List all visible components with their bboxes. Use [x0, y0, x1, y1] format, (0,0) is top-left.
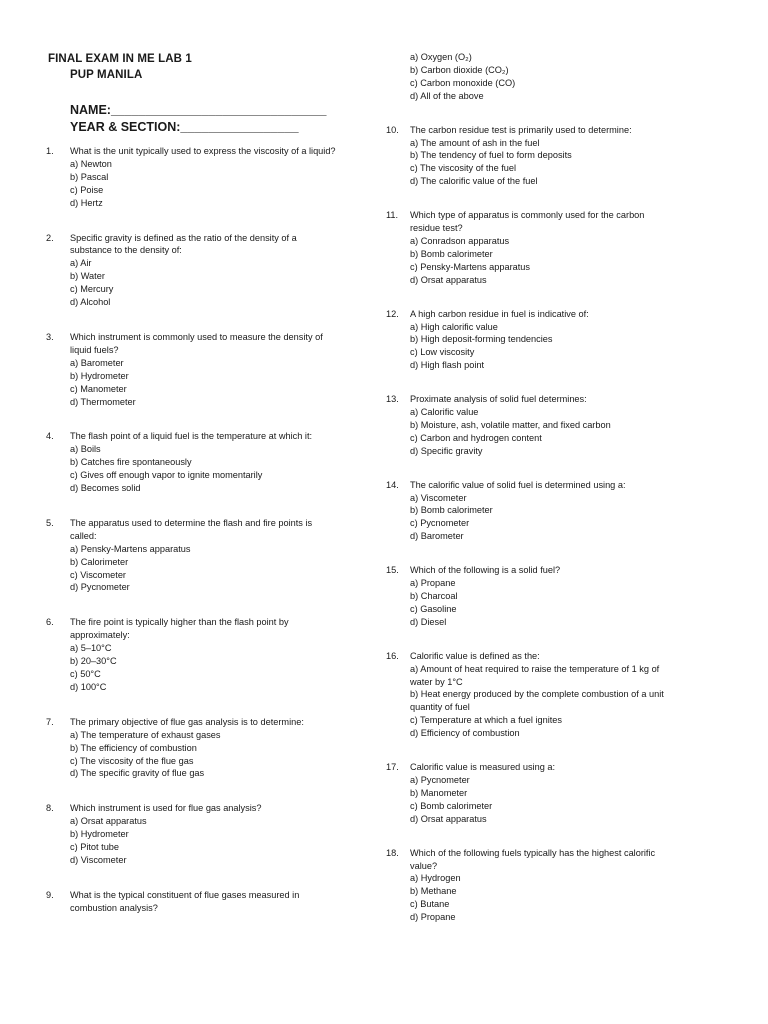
answer-option: b) Pascal — [70, 171, 109, 182]
answer-option: b) Catches fire spontaneously — [70, 457, 192, 468]
question-text: The carbon residue test is primarily used to determine: — [410, 124, 632, 135]
answer-option: c) Poise — [70, 184, 104, 195]
question-text: The flash point of a liquid fuel is the temperature at which it: — [70, 431, 313, 442]
answer-option: c) Pycnometer — [410, 518, 470, 529]
answer-option: a) Newton — [70, 158, 112, 169]
question-body — [70, 517, 336, 594]
question-body — [70, 145, 336, 210]
answer-option: d) 100°C — [70, 681, 107, 692]
answer-option: d) Becomes solid — [70, 483, 141, 494]
question-text: Proximate analysis of solid fuel determines: — [410, 394, 587, 405]
answer-option: d) Propane — [410, 912, 456, 923]
answer-option: c) 50°C — [70, 669, 101, 679]
question-number: 3. — [46, 331, 54, 342]
answer-option: d) Orsat apparatus — [410, 813, 487, 824]
answer-option: d) The calorific value of the fuel — [410, 176, 538, 187]
question-body — [70, 232, 336, 309]
answer-option: d) Barometer — [410, 531, 464, 542]
question-body — [410, 308, 676, 373]
question-text: The fire point is typically higher than the flash point by approximately: — [70, 617, 289, 641]
question-text: What is the unit typically used to express the viscosity of a liquid? — [70, 146, 336, 156]
question-text: The primary objective of flue gas analysis is to determine: — [70, 716, 304, 727]
question-number: 9. — [46, 889, 54, 900]
answer-option: d) Thermometer — [70, 396, 136, 407]
answer-option: b) Heat energy produced by the complete combustion of a unit quantity of fuel — [410, 689, 664, 713]
answer-option: a) Barometer — [70, 357, 124, 368]
school-name: PUP MANILA — [70, 69, 143, 81]
question-text: The calorific value of solid fuel is determined using a: — [410, 479, 626, 490]
year-section-field: YEAR & SECTION:_________________ — [70, 120, 299, 134]
question-body — [70, 430, 336, 495]
question-number: 11. — [386, 210, 399, 221]
question-text: Which of the following is a solid fuel? — [410, 565, 561, 576]
answer-option: a) Propane — [410, 578, 456, 589]
question-item — [46, 716, 336, 781]
answer-option: b) Methane — [410, 886, 457, 897]
question-body — [70, 716, 336, 781]
question-number: 14. — [386, 479, 399, 490]
question-number: 17. — [386, 762, 399, 773]
answer-option: c) Carbon monoxide (CO) — [410, 77, 516, 88]
question-body — [410, 209, 676, 286]
answer-option: c) Carbon and hydrogen content — [410, 432, 542, 443]
question-item — [386, 650, 676, 740]
answer-option: b) Hydrometer — [70, 829, 129, 840]
question-text: What is the typical constituent of flue gases measured in combustion analysis? — [70, 889, 300, 913]
answer-option: c) Viscometer — [70, 569, 126, 580]
question-item — [386, 479, 676, 544]
question-item — [46, 430, 336, 495]
answer-option: a) The temperature of exhaust gases — [70, 729, 221, 740]
question-text: Calorific value is measured using a: — [410, 762, 556, 773]
questions-right-column — [386, 51, 676, 924]
answer-option: c) The viscosity of the fuel — [410, 163, 517, 174]
answer-option: b) Charcoal — [410, 591, 458, 601]
question-options-continued — [386, 51, 676, 103]
question-text: Calorific value is defined as the: — [410, 650, 540, 661]
question-item — [46, 517, 336, 594]
question-item — [386, 564, 676, 629]
question-body — [70, 331, 336, 408]
exam-title: FINAL EXAM IN ME LAB 1 — [48, 53, 192, 65]
answer-option: c) Pitot tube — [70, 842, 120, 853]
answer-option: a) Viscometer — [410, 492, 467, 503]
answer-option: d) Hertz — [70, 197, 103, 208]
question-text: A high carbon residue in fuel is indicative of: — [410, 308, 589, 319]
question-item — [46, 616, 336, 693]
question-number: 8. — [46, 803, 54, 814]
answer-option: b) Calorimeter — [70, 556, 129, 567]
answer-option: c) The viscosity of the flue gas — [70, 755, 194, 766]
question-body — [70, 802, 336, 867]
answer-option: a) Boils — [70, 444, 101, 455]
question-number: 12. — [386, 308, 399, 319]
answer-option: a) Air — [70, 258, 92, 269]
question-number: 5. — [46, 517, 54, 528]
answer-option: b) Manometer — [410, 787, 468, 798]
question-item — [386, 393, 676, 458]
question-body — [410, 650, 676, 740]
question-item — [386, 761, 676, 826]
answer-option: d) Specific gravity — [410, 445, 483, 456]
answer-option: b) The tendency of fuel to form deposits — [410, 150, 572, 161]
question-number: 16. — [386, 650, 399, 661]
question-text: Specific gravity is defined as the ratio of the density of a substance to the density of: — [70, 232, 297, 256]
question-body — [70, 889, 336, 915]
question-number: 7. — [46, 716, 54, 727]
answer-option: d) Efficiency of combustion — [410, 728, 520, 739]
question-body — [410, 847, 676, 924]
question-item — [386, 847, 676, 924]
answer-option: a) High calorific value — [410, 321, 498, 332]
answer-option: a) Hydrogen — [410, 873, 461, 884]
question-number: 1. — [46, 146, 54, 156]
answer-option: c) Bomb calorimeter — [410, 800, 493, 811]
answer-option: b) Bomb calorimeter — [410, 505, 493, 516]
question-item — [46, 331, 336, 408]
answer-option: a) Amount of heat required to raise the temperature of 1 kg of water by 1°C — [410, 663, 660, 687]
answer-option: a) Pycnometer — [410, 774, 470, 785]
answer-option: a) Orsat apparatus — [70, 816, 147, 827]
answer-option: c) Mercury — [70, 284, 114, 295]
question-number: 4. — [46, 431, 54, 442]
answer-option: c) Butane — [410, 899, 450, 910]
question-body — [410, 393, 676, 458]
name-field: NAME:_______________________________ — [70, 103, 327, 117]
question-body — [70, 616, 336, 693]
answer-option: c) Manometer — [70, 383, 127, 394]
question-item — [46, 889, 336, 915]
answer-option: c) Pensky-Martens apparatus — [410, 261, 530, 272]
answer-option: a) Oxygen (O₂) — [410, 52, 472, 62]
answer-option: b) 20–30°C — [70, 656, 117, 667]
question-item — [46, 802, 336, 867]
question-item — [46, 232, 336, 309]
question-text: Which type of apparatus is commonly used for the carbon residue test? — [410, 210, 645, 234]
question-item — [386, 209, 676, 286]
answer-option: d) Diesel — [410, 616, 447, 627]
question-number: 6. — [46, 617, 54, 628]
answer-option: d) All of the above — [410, 90, 484, 101]
question-item — [386, 124, 676, 189]
answer-option: a) 5–10°C — [70, 643, 112, 654]
question-body — [410, 479, 676, 544]
question-text: Which instrument is commonly used to measure the density of liquid fuels? — [70, 331, 323, 355]
answer-option: a) Conradson apparatus — [410, 235, 510, 246]
answer-option: b) High deposit-forming tendencies — [410, 334, 553, 345]
question-body — [410, 51, 676, 103]
question-item — [386, 308, 676, 373]
answer-option: b) Moisture, ash, volatile matter, and fixed carbon — [410, 419, 611, 430]
question-number: 13. — [386, 394, 399, 405]
answer-option: b) Water — [70, 271, 105, 282]
question-number: 10. — [386, 124, 399, 135]
answer-option: c) Temperature at which a fuel ignites — [410, 715, 563, 726]
answer-option: d) High flash point — [410, 360, 485, 371]
answer-option: b) Hydrometer — [70, 370, 129, 381]
question-number: 2. — [46, 232, 54, 243]
answer-option: d) Pycnometer — [70, 582, 130, 593]
answer-option: d) Alcohol — [70, 297, 111, 308]
question-number: 15. — [386, 565, 399, 576]
answer-option: a) The amount of ash in the fuel — [410, 137, 540, 148]
answer-option: d) The specific gravity of flue gas — [70, 768, 205, 779]
question-text: Which of the following fuels typically has the highest calorific value? — [410, 847, 656, 871]
answer-option: d) Orsat apparatus — [410, 274, 487, 285]
question-text: The apparatus used to determine the flash and fire points is called: — [70, 517, 313, 541]
answer-option: a) Calorific value — [410, 407, 479, 418]
questions-left-column — [46, 145, 336, 915]
question-body — [410, 564, 676, 629]
answer-option: a) Pensky-Martens apparatus — [70, 543, 191, 554]
answer-option: c) Gives off enough vapor to ignite momentarily — [70, 470, 263, 481]
answer-option: b) Carbon dioxide (CO₂) — [410, 64, 509, 75]
question-text: Which instrument is used for flue gas analysis? — [70, 803, 262, 814]
question-body — [410, 124, 676, 189]
answer-option: c) Gasoline — [410, 603, 457, 614]
answer-option: d) Viscometer — [70, 854, 127, 865]
answer-option: c) Low viscosity — [410, 347, 475, 358]
answer-option: b) The efficiency of combustion — [70, 742, 197, 753]
question-number: 18. — [386, 847, 399, 858]
question-body — [410, 761, 676, 826]
question-item — [46, 145, 336, 210]
answer-option: b) Bomb calorimeter — [410, 248, 493, 259]
